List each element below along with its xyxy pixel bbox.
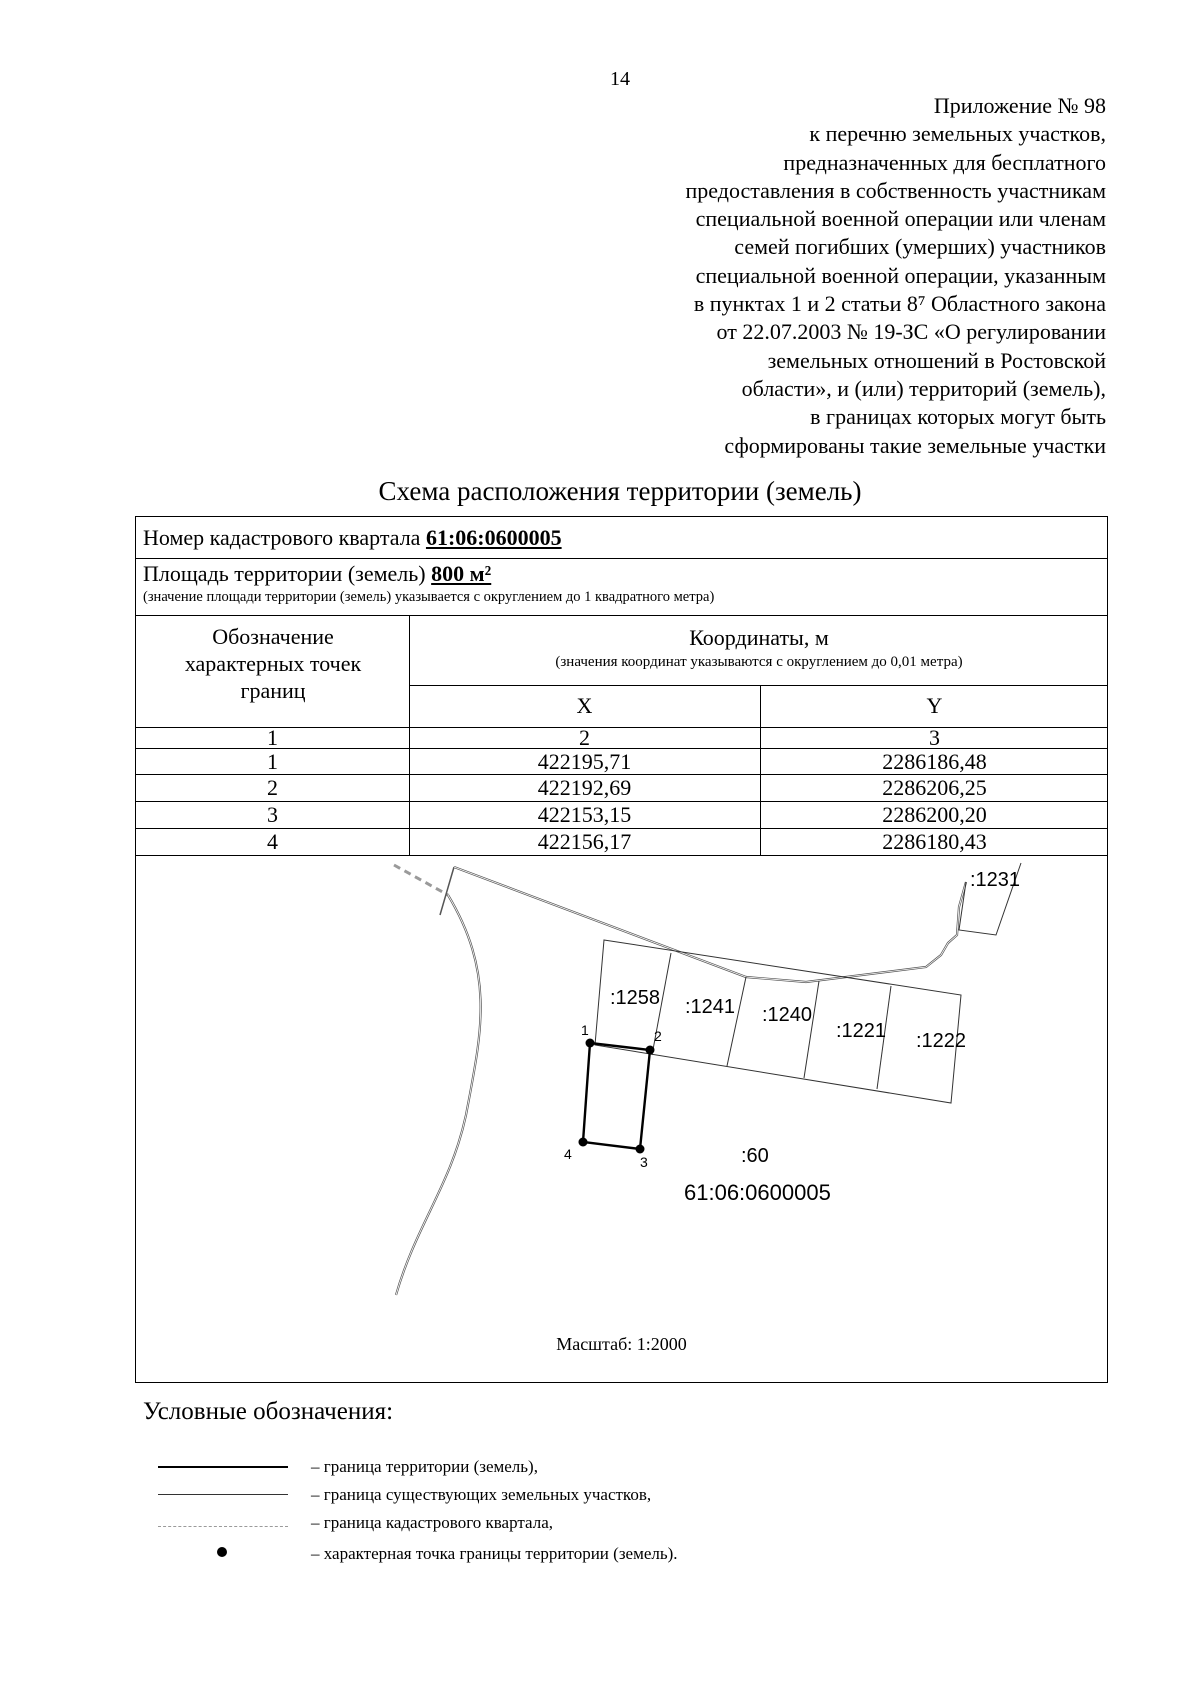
- characteristic-point-symbol: [217, 1547, 227, 1557]
- quarter-boundary-road: [396, 895, 481, 1295]
- appendix-line: сформированы такие земельные участки: [724, 432, 1106, 458]
- legend-text: – граница территории (земель),: [311, 1457, 538, 1476]
- point-number: 2: [267, 775, 278, 800]
- parcel-label-1241: :1241: [685, 996, 736, 1018]
- area-label: Площадь территории (земель): [143, 561, 432, 586]
- appendix-line: Приложение № 98: [933, 93, 1106, 118]
- appendix-line: в пунктах 1 и 2 статьи 8⁷ Областного закона: [693, 291, 1106, 317]
- appendix-line: в границах которых могут быть: [810, 404, 1106, 430]
- point-x: 422156,17: [537, 829, 632, 854]
- characteristic-point-1: [586, 1039, 595, 1048]
- parcel-divider: [804, 981, 819, 1078]
- points-header: Обозначение характерных точек границ: [184, 624, 362, 703]
- parcel-label-1231: :1231: [970, 869, 1021, 891]
- point-number: 4: [267, 829, 278, 854]
- quarter-boundary-road: [396, 895, 481, 1295]
- parcel-label-60: :60: [741, 1145, 769, 1167]
- point-x: 422192,69: [537, 775, 632, 800]
- appendix-line: специальной военной операции или членам: [695, 206, 1106, 232]
- parcel-label-1258: :1258: [610, 987, 661, 1009]
- scheme-title: Схема расположения территории (земель): [378, 476, 862, 506]
- point-x: 422153,15: [537, 802, 632, 827]
- point-label-2: 2: [654, 1028, 662, 1044]
- point-label-1: 1: [581, 1022, 589, 1038]
- point-y: 2286180,43: [882, 829, 987, 854]
- quarter-boundary-symbol: [158, 1526, 288, 1527]
- quarter-boundary-road: [454, 867, 966, 982]
- characteristic-point-3: [636, 1145, 645, 1154]
- map-drawing: [136, 855, 1107, 1400]
- appendix-header: [546, 92, 1106, 460]
- area-note: (значение площади территории (земель) указывается с округлением до 1 квадратного метра): [143, 589, 715, 605]
- row-divider: [409, 685, 1107, 686]
- cadastral-label: Номер кадастрового квартала: [143, 525, 426, 550]
- parcel-label-1222: :1222: [916, 1030, 967, 1052]
- y-header: Y: [926, 693, 943, 718]
- point-number: 3: [267, 802, 278, 827]
- legend-title: Условные обозначения:: [143, 1398, 394, 1425]
- appendix-line: земельных отношений в Ростовской: [767, 347, 1106, 373]
- point-number: 1: [267, 749, 278, 774]
- appendix-line: области», и (или) территорий (земель),: [741, 375, 1106, 401]
- appendix-line: предназначенных для бесплатного: [783, 149, 1106, 175]
- scale-label: Масштаб: 1:2000: [556, 1334, 687, 1354]
- coords-header: Координаты, м: [689, 625, 829, 650]
- territory-boundary: [583, 1043, 650, 1149]
- appendix-line: специальной военной операции, указанным: [695, 262, 1106, 288]
- point-x: 422195,71: [537, 749, 632, 774]
- point-label-4: 4: [564, 1146, 572, 1162]
- coords-note: (значения координат указываются с округлением до 0,01 метра): [555, 654, 963, 670]
- characteristic-point-4: [579, 1138, 588, 1147]
- cadastral-number: 61:06:0600005: [425, 525, 562, 550]
- parcel-label-1240: :1240: [762, 1004, 813, 1026]
- point-label-3: 3: [640, 1154, 648, 1170]
- area-value: 800 м²: [431, 561, 492, 586]
- parcel-divider: [727, 977, 746, 1066]
- appendix-line: предоставления в собственность участникам: [685, 177, 1106, 203]
- scheme-frame: [135, 516, 1108, 1383]
- territory-boundary-symbol: [158, 1466, 288, 1468]
- point-y: 2286186,48: [882, 749, 987, 774]
- legend-text: – граница кадастрового квартала,: [311, 1513, 553, 1532]
- cadastral-row: [136, 517, 1107, 558]
- area-row: [136, 558, 1107, 615]
- quarter-boundary-road: [454, 867, 966, 982]
- column-divider: [409, 828, 410, 855]
- appendix-line: семей погибших (умерших) участников: [734, 234, 1106, 260]
- legend-text: – граница существующих земельных участков,: [311, 1485, 652, 1504]
- row-divider: [136, 615, 1107, 616]
- legend-text: – характерная точка границы территории (земель).: [311, 1544, 678, 1563]
- column-number: 1: [267, 725, 278, 750]
- column-number: 2: [579, 725, 590, 750]
- x-header: X: [576, 693, 593, 718]
- parcel-label-1221: :1221: [836, 1020, 887, 1042]
- page-number: 14: [610, 68, 630, 90]
- quarter-label: 61:06:0600005: [684, 1180, 831, 1205]
- parcel-boundary-symbol: [158, 1494, 288, 1495]
- appendix-line: от 22.07.2003 № 19-ЗС «О регулировании: [716, 319, 1106, 345]
- quarter-boundary-dashed: [394, 865, 448, 895]
- point-y: 2286200,20: [882, 802, 987, 827]
- column-divider: [760, 828, 761, 855]
- characteristic-point-2: [646, 1046, 655, 1055]
- column-number: 3: [929, 725, 940, 750]
- appendix-line: к перечню земельных участков,: [809, 121, 1106, 147]
- point-y: 2286206,25: [882, 775, 987, 800]
